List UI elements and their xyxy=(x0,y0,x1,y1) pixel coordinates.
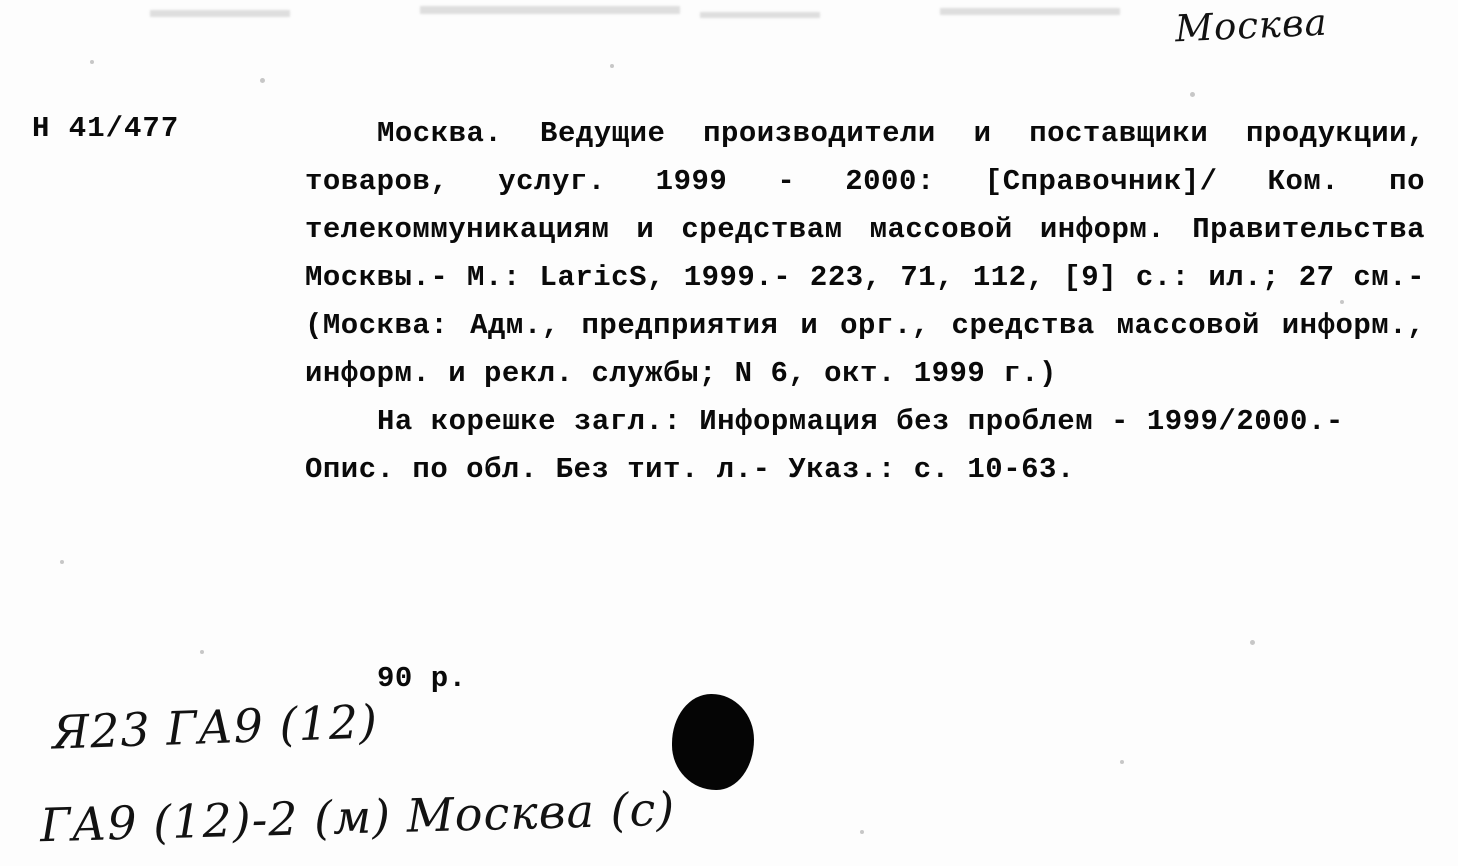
scan-smudge xyxy=(420,6,680,14)
entry-paragraph-notes: На корешке загл.: Информация без проблем - 1999/2000.- Опис. по обл. Без тит. л.- Указ.: с. 10-63. xyxy=(305,405,1344,486)
shelfmark: Н 41/477 xyxy=(32,112,180,145)
handwritten-top-note: Москва xyxy=(1174,0,1329,51)
scan-smudge xyxy=(700,12,820,18)
scan-speckle xyxy=(860,830,864,834)
scan-speckle xyxy=(60,560,64,564)
price-line: 90 р. xyxy=(377,662,467,695)
handwritten-classification-line-2: ГА9 (12)-2 (м) Москва (с) xyxy=(39,781,676,853)
scan-speckle xyxy=(90,60,94,64)
scan-speckle xyxy=(1190,92,1195,97)
scan-speckle xyxy=(1120,760,1124,764)
scan-speckle xyxy=(200,650,204,654)
bibliographic-entry xyxy=(305,110,1425,494)
scan-smudge xyxy=(150,10,290,17)
scan-speckle xyxy=(260,78,265,83)
scan-speckle xyxy=(1250,640,1255,645)
scan-speckle xyxy=(610,64,614,68)
ink-blot-mark xyxy=(672,694,754,790)
entry-paragraph-main: Москва. Ведущие производители и поставщики продукции, товаров, услуг. 1999 - 2000: [Справочник]/ Ком. по телекоммуникациям и средствам массовой информ. Правительства Москвы.- М.: LaricS, 1999.- 223, 71, 112, [9] с.: ил.; 27 см.- (Москва: Адм., предприятия и орг., средства массовой информ., информ. и рекл. службы; N 6, окт. 1999 г.) xyxy=(305,117,1425,390)
scan-smudge xyxy=(940,8,1120,15)
handwritten-classification-line-1: Я23 ГА9 (12) xyxy=(51,694,379,760)
